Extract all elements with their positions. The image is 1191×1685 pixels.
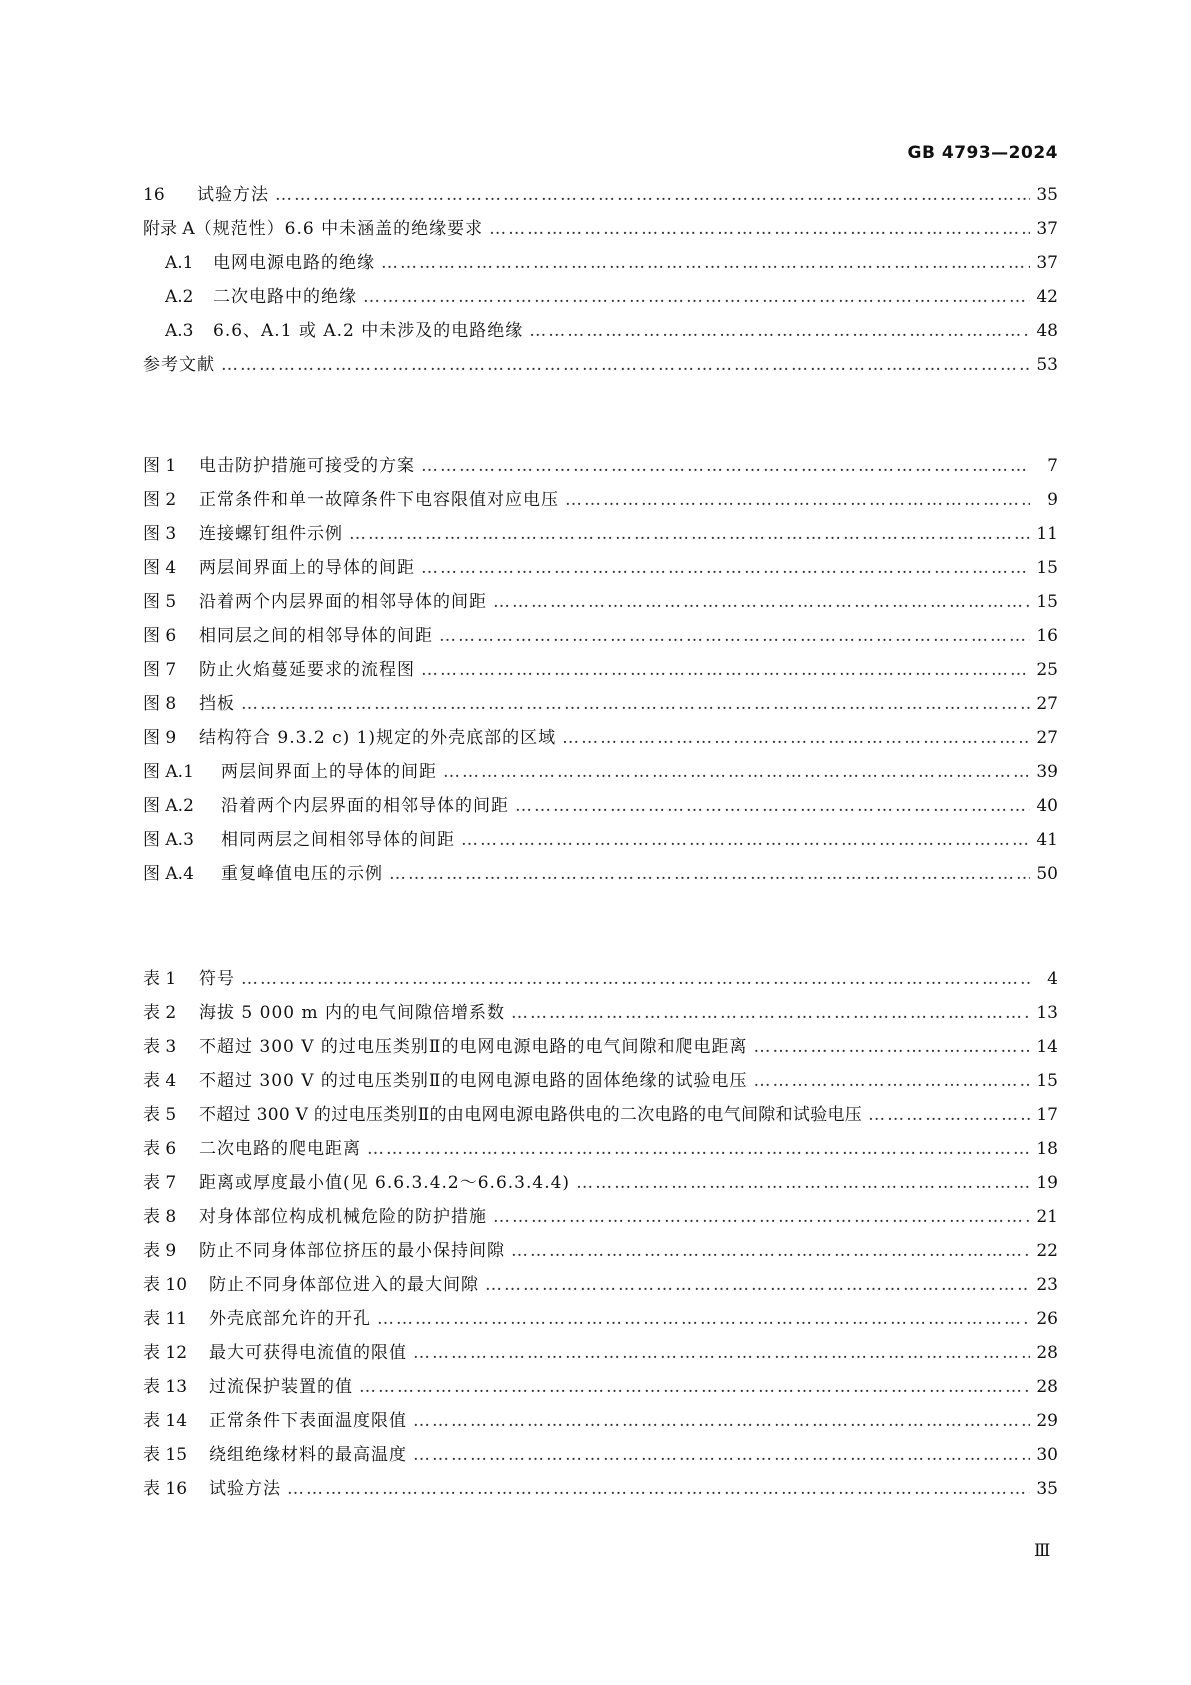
toc-entry-figure[interactable] (143, 757, 1058, 787)
toc-entry-number: 图 1 (143, 456, 177, 476)
toc-entry-title: 防止不同身体部位挤压的最小保持间隙 (199, 1241, 505, 1261)
toc-entry-table[interactable] (143, 1236, 1058, 1266)
toc-entry-page: 28 (1036, 1377, 1058, 1397)
toc-entry-page: 19 (1036, 1173, 1058, 1193)
toc-entry-number: 16 (143, 185, 165, 205)
toc-entry-page: 37 (1036, 253, 1058, 273)
toc-entry-figure[interactable] (143, 791, 1058, 821)
toc-leader-dots (443, 757, 1030, 787)
toc-entry-table[interactable] (143, 964, 1058, 994)
toc-entry-figure[interactable] (143, 485, 1058, 515)
toc-entry-title: 二次电路中的绝缘 (213, 287, 357, 307)
toc-leader-dots (511, 1236, 1030, 1266)
toc-leader-dots (511, 998, 1030, 1028)
toc-entry-page: 50 (1036, 864, 1058, 884)
toc-entry-figure[interactable] (143, 825, 1058, 855)
toc-entry-number: 图 4 (143, 558, 177, 578)
toc-entry-table[interactable] (143, 1168, 1058, 1198)
toc-entry-table[interactable] (143, 1134, 1058, 1164)
toc-entry-page: 4 (1047, 969, 1058, 989)
toc-entry-title: 对身体部位构成机械危险的防护措施 (199, 1207, 487, 1227)
toc-entry-number: 图 8 (143, 694, 177, 714)
toc-entry-figure[interactable] (143, 451, 1058, 481)
toc-entry-title: 最大可获得电流值的限值 (209, 1343, 407, 1363)
toc-leader-dots (493, 587, 1030, 617)
toc-entry-table[interactable] (143, 1100, 1058, 1130)
toc-entry-title: 相同层之间的相邻导体的间距 (199, 626, 433, 646)
toc-leader-dots (241, 964, 1030, 994)
toc-entry-number: 表 15 (143, 1445, 188, 1465)
toc-leader-dots (493, 1202, 1030, 1232)
toc-entry-page: 13 (1036, 1003, 1058, 1023)
toc-entry-annex[interactable] (143, 214, 1058, 244)
toc-entry-number: 图 6 (143, 626, 177, 646)
toc-leader-dots (565, 485, 1030, 515)
toc-leader-dots (413, 1406, 1030, 1436)
toc-entry-table[interactable] (143, 1372, 1058, 1402)
toc-entry-number: 图 5 (143, 592, 177, 612)
toc-entry-number: 表 8 (143, 1207, 177, 1227)
toc-entry-number: 图 A.2 (143, 796, 194, 816)
toc-entry-page: 29 (1036, 1411, 1058, 1431)
toc-leader-dots (421, 553, 1030, 583)
toc-entry-number: 表 2 (143, 1003, 177, 1023)
toc-entry-number: A.1 (165, 253, 194, 273)
toc-leader-dots (754, 1066, 1031, 1096)
toc-entry-page: 26 (1036, 1309, 1058, 1329)
toc-leader-dots (489, 214, 1030, 244)
toc-entry-number: 表 5 (143, 1105, 177, 1125)
toc-entry-title: （规范性）6.6 中未涵盖的绝缘要求 (194, 219, 484, 239)
toc-entry-number: 表 16 (143, 1479, 188, 1499)
toc-leader-dots (485, 1270, 1030, 1300)
toc-entry-number: 图 A.4 (143, 864, 194, 884)
toc-entry-section[interactable] (143, 180, 1058, 210)
toc-entry-number: 图 A.1 (143, 762, 194, 782)
toc-entry-page: 35 (1036, 185, 1058, 205)
toc-entry-figure[interactable] (143, 689, 1058, 719)
toc-leader-dots (421, 655, 1030, 685)
toc-entry-number: 表 11 (143, 1309, 188, 1329)
toc-entry-subsection[interactable] (143, 316, 1058, 346)
toc-entry-number: 表 9 (143, 1241, 177, 1261)
toc-leader-dots (529, 316, 1030, 346)
toc-leader-dots (439, 621, 1030, 651)
toc-entry-page: 11 (1036, 524, 1058, 544)
toc-entry-title: 参考文献 (143, 355, 215, 375)
toc-entry-title: 沿着两个内层界面的相邻导体的间距 (221, 796, 509, 816)
toc-leader-dots (515, 791, 1030, 821)
toc-entry-table[interactable] (143, 1440, 1058, 1470)
toc-entry-page: 25 (1036, 660, 1058, 680)
toc-entry-page: 42 (1036, 287, 1058, 307)
toc-entry-page: 17 (1036, 1105, 1058, 1125)
toc-entry-table[interactable] (143, 1406, 1058, 1436)
toc-entry-title: 两层间界面上的导体的间距 (199, 558, 415, 578)
page-number: Ⅲ (1034, 1541, 1052, 1561)
toc-leader-dots (389, 859, 1030, 889)
toc-leader-dots (363, 282, 1030, 312)
toc-entry-title: 挡板 (199, 694, 235, 714)
toc-entry-title: 6.6、A.1 或 A.2 中未涉及的电路绝缘 (213, 321, 524, 341)
toc-entry-title: 不超过 300 V 的过电压类别Ⅱ的电网电源电路的电气间隙和爬电距离 (199, 1037, 748, 1057)
toc-entry-number: 图 2 (143, 490, 177, 510)
toc-entry-number: 表 4 (143, 1071, 177, 1091)
toc-entry-number: 图 7 (143, 660, 177, 680)
toc-entry-table[interactable] (143, 1338, 1058, 1368)
toc-entry-page: 48 (1036, 321, 1058, 341)
toc-entry-number: 图 9 (143, 728, 177, 748)
toc-entry-title: 电网电源电路的绝缘 (213, 253, 375, 273)
toc-entry-number: 表 10 (143, 1275, 188, 1295)
toc-entry-figure[interactable] (143, 553, 1058, 583)
toc-entry-figure[interactable] (143, 621, 1058, 651)
toc-entry-page: 16 (1036, 626, 1058, 646)
toc-entry-page: 23 (1036, 1275, 1058, 1295)
toc-entry-title: 试验方法 (197, 185, 269, 205)
toc-entry-figure[interactable] (143, 519, 1058, 549)
toc-entry-title: 正常条件下表面温度限值 (209, 1411, 407, 1431)
toc-entry-page: 15 (1036, 592, 1058, 612)
toc-leader-dots (576, 1168, 1030, 1198)
toc-entry-page: 22 (1036, 1241, 1058, 1261)
toc-entry-page: 27 (1036, 694, 1058, 714)
toc-entry-number: 图 A.3 (143, 830, 194, 850)
toc-entry-title: 绕组绝缘材料的最高温度 (209, 1445, 407, 1465)
toc-entry-number: A.3 (165, 321, 194, 341)
toc-entry-table[interactable] (143, 1032, 1058, 1062)
toc-leader-dots (868, 1100, 1030, 1130)
toc-entry-page: 41 (1036, 830, 1058, 850)
toc-leader-dots (377, 1304, 1030, 1334)
toc-entry-number: 表 3 (143, 1037, 177, 1057)
toc-entry-title: 外壳底部允许的开孔 (209, 1309, 371, 1329)
toc-entry-title: 过流保护装置的值 (209, 1377, 353, 1397)
toc-entry-number: 附录 A (143, 219, 195, 239)
toc-entry-bibliography[interactable] (143, 350, 1058, 380)
toc-entry-number: 表 1 (143, 969, 177, 989)
toc-entry-table[interactable] (143, 998, 1058, 1028)
toc-entry-page: 7 (1047, 456, 1058, 476)
toc-entry-table[interactable] (143, 1474, 1058, 1504)
toc-entry-page: 27 (1036, 728, 1058, 748)
toc-entry-page: 40 (1036, 796, 1058, 816)
toc-entry-title: 结构符合 9.3.2 c) 1)规定的外壳底部的区域 (199, 728, 557, 748)
toc-entry-page: 15 (1036, 1071, 1058, 1091)
toc-entry-title: 防止不同身体部位进入的最大间隙 (209, 1275, 479, 1295)
toc-entry-title: 符号 (199, 969, 235, 989)
toc-entry-title: 电击防护措施可接受的方案 (199, 456, 415, 476)
toc-entry-number: 表 7 (143, 1173, 177, 1193)
toc-entry-title: 不超过 300 V 的过电压类别Ⅱ的电网电源电路的固体绝缘的试验电压 (199, 1071, 748, 1091)
toc-leader-dots (349, 519, 1030, 549)
toc-entry-page: 53 (1036, 355, 1058, 375)
toc-entry-page: 18 (1036, 1139, 1058, 1159)
toc-entry-page: 30 (1036, 1445, 1058, 1465)
toc-entry-page: 14 (1036, 1037, 1058, 1057)
toc-entry-title: 连接螺钉组件示例 (199, 524, 343, 544)
toc-entry-page: 39 (1036, 762, 1058, 782)
toc-leader-dots (421, 451, 1030, 481)
toc-entry-page: 37 (1036, 219, 1058, 239)
toc-leader-dots (241, 689, 1030, 719)
toc-leader-dots (754, 1032, 1031, 1062)
toc-entry-table[interactable] (143, 1066, 1058, 1096)
toc-entry-number: 表 14 (143, 1411, 188, 1431)
standard-code: GB 4793—2024 (907, 143, 1058, 163)
toc-entry-title: 二次电路的爬电距离 (199, 1139, 361, 1159)
toc-entry-number: 表 6 (143, 1139, 177, 1159)
toc-entry-page: 28 (1036, 1343, 1058, 1363)
toc-entry-title: 相同两层之间相邻导体的间距 (221, 830, 455, 850)
toc-leader-dots (275, 180, 1030, 210)
toc-leader-dots (287, 1474, 1030, 1504)
toc-entry-title: 不超过 300 V 的过电压类别Ⅱ的由电网电源电路供电的二次电路的电气间隙和试验电压 (199, 1105, 863, 1125)
toc-entry-number: 图 3 (143, 524, 177, 544)
toc-leader-dots (413, 1440, 1030, 1470)
toc-entry-title: 重复峰值电压的示例 (221, 864, 383, 884)
toc-entry-subsection[interactable] (143, 248, 1058, 278)
toc-entry-title: 沿着两个内层界面的相邻导体的间距 (199, 592, 487, 612)
toc-entry-table[interactable] (143, 1304, 1058, 1334)
toc-entry-title: 正常条件和单一故障条件下电容限值对应电压 (199, 490, 559, 510)
toc-leader-dots (461, 825, 1030, 855)
toc-entry-title: 防止火焰蔓延要求的流程图 (199, 660, 415, 680)
toc-entry-page: 21 (1036, 1207, 1058, 1227)
toc-entry-figure[interactable] (143, 655, 1058, 685)
toc-entry-title: 两层间界面上的导体的间距 (221, 762, 437, 782)
toc-leader-dots (367, 1134, 1030, 1164)
toc-entry-number: 表 12 (143, 1343, 188, 1363)
toc-entry-table[interactable] (143, 1202, 1058, 1232)
toc-entry-page: 15 (1036, 558, 1058, 578)
toc-entry-page: 9 (1047, 490, 1058, 510)
toc-entry-subsection[interactable] (143, 282, 1058, 312)
toc-entry-figure[interactable] (143, 587, 1058, 617)
toc-leader-dots (381, 248, 1030, 278)
toc-entry-figure[interactable] (143, 859, 1058, 889)
toc-leader-dots (359, 1372, 1030, 1402)
toc-leader-dots (562, 723, 1030, 753)
toc-leader-dots (413, 1338, 1030, 1368)
toc-entry-title: 海拔 5 000 m 内的电气间隙倍增系数 (199, 1003, 505, 1023)
toc-entry-page: 35 (1036, 1479, 1058, 1499)
toc-entry-number: 表 13 (143, 1377, 188, 1397)
toc-entry-number: A.2 (165, 287, 194, 307)
toc-entry-figure[interactable] (143, 723, 1058, 753)
toc-entry-title: 试验方法 (209, 1479, 281, 1499)
toc-leader-dots (221, 350, 1030, 380)
toc-entry-table[interactable] (143, 1270, 1058, 1300)
toc-entry-title: 距离或厚度最小值(见 6.6.3.4.2～6.6.3.4.4) (199, 1173, 571, 1193)
